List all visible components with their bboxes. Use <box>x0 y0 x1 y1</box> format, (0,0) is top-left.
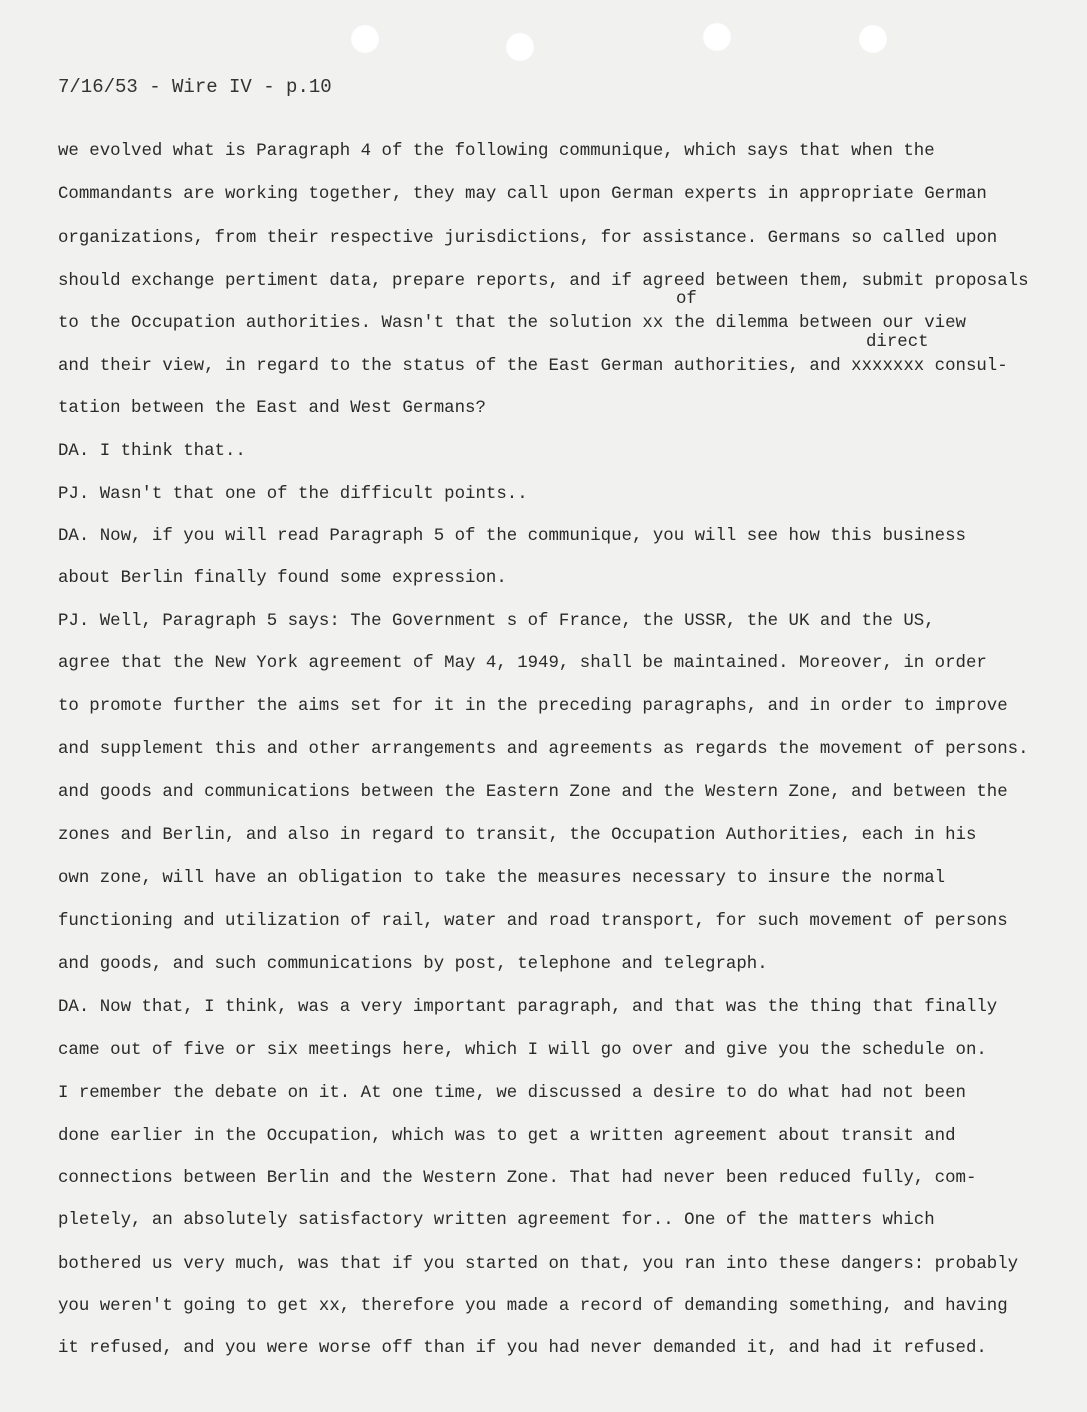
text-line: came out of five or six meetings here, which I will go over and give you the schedule on. <box>58 1041 987 1060</box>
text-line: and goods, and such communications by post, telephone and telegraph. <box>58 955 768 974</box>
text-line: bothered us very much, was that if you started on that, you ran into these dangers: probably <box>58 1255 1019 1274</box>
text-line: PJ. Wasn't that one of the difficult points.. <box>58 485 528 504</box>
text-line: it refused, and you were worse off than if you had never demanded it, and had it refused. <box>58 1339 987 1358</box>
text-line: Commandants are working together, they may call upon German experts in appropriate German <box>58 185 987 204</box>
page-header: 7/16/53 - Wire IV - p.10 <box>58 76 332 98</box>
text-line: tation between the East and West Germans? <box>58 399 486 418</box>
text-line: PJ. Well, Paragraph 5 says: The Government s of France, the USSR, the UK and the US, <box>58 612 935 631</box>
text-line: DA. Now, if you will read Paragraph 5 of the communique, you will see how this business <box>58 527 966 546</box>
text-line: about Berlin finally found some expression. <box>58 569 507 588</box>
text-line: done earlier in the Occupation, which was to get a written agreement about transit and <box>58 1127 956 1146</box>
text-line: we evolved what is Paragraph 4 of the following communique, which says that when the <box>58 142 935 161</box>
text-line: functioning and utilization of rail, water and road transport, for such movement of persons <box>58 912 1008 931</box>
text-line: agree that the New York agreement of May 4, 1949, shall be maintained. Moreover, in order <box>58 654 987 673</box>
text-line: zones and Berlin, and also in regard to transit, the Occupation Authorities, each in his <box>58 826 977 845</box>
text-line: should exchange pertiment data, prepare reports, and if agreed between them, submit proposals <box>58 272 1029 291</box>
text-line: organizations, from their respective jurisdictions, for assistance. Germans so called upon <box>58 229 998 248</box>
text-line: to the Occupation authorities. Wasn't that the solution xx the dilemma between our view <box>58 314 966 333</box>
interlinear-direct: direct <box>866 333 929 352</box>
punch-hole-1 <box>350 24 380 54</box>
text-line: you weren't going to get xx, therefore you made a record of demanding something, and having <box>58 1297 1008 1316</box>
text-line: DA. I think that.. <box>58 442 246 461</box>
punch-hole-2 <box>505 32 535 62</box>
punch-hole-4 <box>858 24 888 54</box>
text-line: to promote further the aims set for it in the preceding paragraphs, and in order to improve <box>58 697 1008 716</box>
text-line: and goods and communications between the Eastern Zone and the Western Zone, and between the <box>58 783 1008 802</box>
text-line: I remember the debate on it. At one time, we discussed a desire to do what had not been <box>58 1084 966 1103</box>
text-line: and their view, in regard to the status of the East German authorities, and xxxxxxx consul- <box>58 357 1008 376</box>
text-line: connections between Berlin and the Western Zone. That had never been reduced fully, com- <box>58 1169 977 1188</box>
text-line: pletely, an absolutely satisfactory written agreement for.. One of the matters which <box>58 1211 935 1230</box>
text-line: own zone, will have an obligation to take the measures necessary to insure the normal <box>58 869 946 888</box>
text-line: and supplement this and other arrangements and agreements as regards the movement of persons. <box>58 740 1029 759</box>
interlinear-of: of <box>676 290 697 309</box>
text-line: DA. Now that, I think, was a very important paragraph, and that was the thing that finally <box>58 998 998 1017</box>
punch-hole-3 <box>702 22 732 52</box>
